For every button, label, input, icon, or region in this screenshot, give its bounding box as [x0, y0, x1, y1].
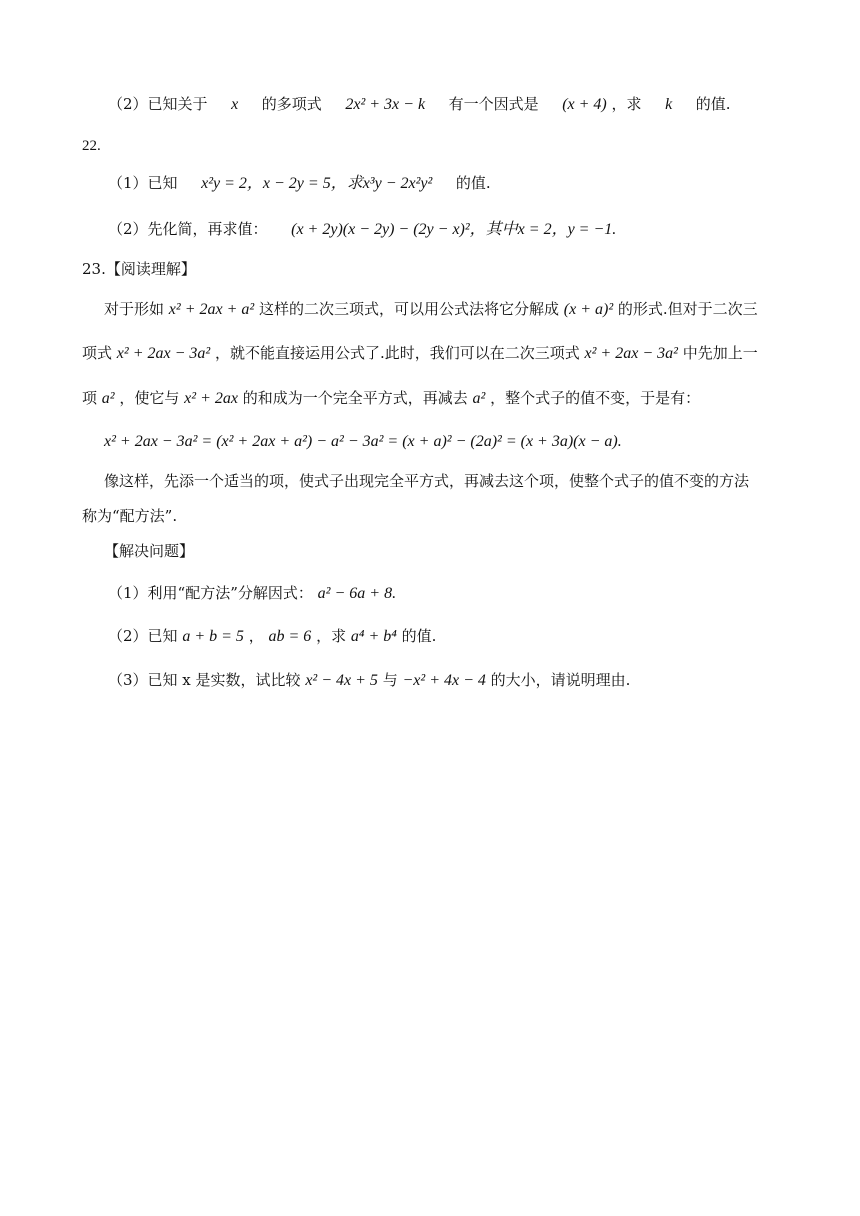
q22-part1-label: （1）已知	[108, 174, 178, 192]
q23-p2-math-1: x² + 2ax − 3a²	[116, 345, 211, 362]
q23-s3-text-a: （3）已知 x 是实数，试比较	[108, 671, 301, 689]
q22-part1-condition: x²y = 2，x − 2y = 5，求x³y − 2x²y²	[201, 175, 433, 192]
q23-p3-math-2: x² + 2ax	[184, 390, 238, 407]
q23-paragraph-1	[104, 299, 758, 320]
q23-s2-text-a: （2）已知	[108, 627, 178, 645]
q23-p3-text-b: ，使它与	[119, 389, 180, 407]
q23-p3-text-a: 项	[82, 389, 98, 407]
q23-solve-header: 【解决问题】	[104, 542, 195, 560]
q22-part2-expression: (x + 2y)(x − 2y) − (2y − x)²，其中x = 2，y = −1.	[291, 221, 617, 238]
q22-part1-tail: 的值.	[455, 174, 491, 192]
q22-number: 22.	[82, 138, 101, 154]
q23-s3-text-c: 的大小，请说明理由.	[490, 671, 631, 689]
q23-paragraph-3	[82, 388, 700, 409]
q23-solve-2	[108, 626, 436, 647]
q22-part2-label: （2）先化简，再求值：	[108, 220, 268, 238]
q21-text-1: 的多项式	[261, 95, 322, 113]
q23-p1-text-b: 这样的二次三项式，可以用公式法将它分解成	[258, 300, 559, 318]
q23-formula	[104, 431, 622, 452]
q21-var-k: k	[665, 96, 673, 113]
q23-p2-text-a: 项式	[82, 344, 113, 362]
q23-s2-math-2: ab = 6	[268, 628, 312, 645]
q23-s2-math-3: a⁴ + b⁴	[350, 628, 397, 645]
q23-p3-math-3: a²	[472, 390, 486, 407]
q23-s1-math: a² − 6a + 8.	[317, 585, 397, 602]
q23-s3-math-2: −x² + 4x − 4	[402, 672, 486, 689]
q23-p1-math-1: x² + 2ax + a²	[168, 301, 255, 318]
q21-text-2: 有一个因式是	[448, 95, 539, 113]
q23-s2-text-b: ，	[248, 627, 264, 645]
q23-p2-text-b: ，就不能直接运用公式了.此时，我们可以在二次三项式	[214, 344, 580, 362]
q23-p2-math-2: x² + 2ax − 3a²	[584, 345, 678, 362]
q23-s3-text-b: 与	[382, 671, 398, 689]
q23-p3-math-1: a²	[101, 390, 115, 407]
q23-paragraph-5: 称为“配方法”.	[82, 507, 178, 525]
q22-part2-line	[108, 219, 616, 240]
q23-header: 23.【阅读理解】	[82, 260, 196, 278]
q23-solve-3	[108, 670, 630, 691]
q21-factor: (x + 4)	[562, 96, 607, 113]
q23-p1-text-a: 对于形如	[104, 300, 165, 318]
q23-s2-text-c: ，求	[316, 627, 347, 645]
q23-s2-math-1: a + b = 5	[182, 628, 244, 645]
q23-formula-math: x² + 2ax − 3a² = (x² + 2ax + a²) − a² − 3a² = (x + a)² − (2a)² = (x + 3a)(x − a).	[104, 433, 622, 450]
q23-solve-1	[108, 583, 396, 604]
q21-text-4: 的值.	[695, 95, 731, 113]
q21-part2-label: （2）已知关于	[108, 95, 208, 113]
q23-paragraph-4: 像这样，先添一个适当的项，使式子出现完全平方式，再减去这个项，使整个式子的值不变的方法	[104, 472, 750, 490]
q23-s2-text-d: 的值.	[401, 627, 437, 645]
q23-p3-text-d: ，整个式子的值不变，于是有：	[490, 389, 701, 407]
q23-s1-text: （1）利用“配方法”分解因式：	[108, 584, 313, 602]
q21-part2-line	[108, 94, 731, 115]
q21-polynomial: 2x² + 3x − k	[345, 96, 426, 113]
q21-var-x: x	[231, 96, 239, 113]
q23-paragraph-2	[82, 343, 758, 364]
q23-p2-text-c: 中先加上一	[682, 344, 758, 362]
q23-p1-text-c: 的形式.但对于二次三	[617, 300, 758, 318]
q23-s3-math-1: x² − 4x + 5	[305, 672, 378, 689]
q21-text-3: ，求	[611, 95, 642, 113]
q23-p3-text-c: 的和成为一个完全平方式，再减去	[242, 389, 468, 407]
q22-part1-line	[108, 173, 491, 194]
q23-p1-math-2: (x + a)²	[563, 301, 614, 318]
